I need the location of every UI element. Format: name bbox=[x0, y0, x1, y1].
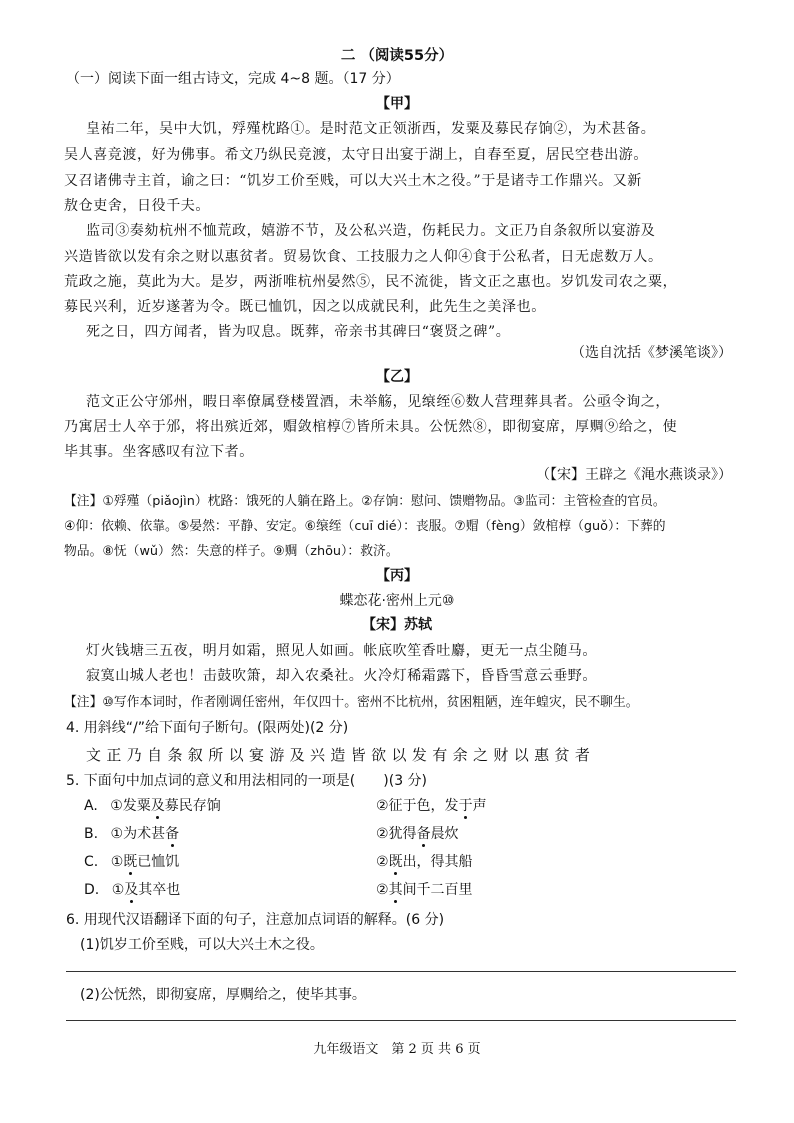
text-part: 已恤饥 bbox=[137, 854, 180, 870]
dotted-word: 备 bbox=[165, 826, 180, 842]
q5-option-a-b bbox=[376, 795, 487, 815]
option-a-text bbox=[110, 798, 221, 814]
text-part: 间千二百里 bbox=[402, 882, 473, 898]
dotted-word: 既 bbox=[123, 854, 138, 870]
jia-label: 【甲】 bbox=[376, 96, 418, 112]
text-part: 晨炊 bbox=[430, 826, 459, 842]
q5-option-b-b bbox=[376, 823, 459, 843]
jia-line: 兴造皆欲以发有余之财以惠贫者。贸易饮食、工技服力之人仰④食于公私者，日无虑数万人。 bbox=[64, 249, 663, 265]
poem-note: 【注】⑩写作本词时，作者刚调任密州，年仅四十。密州不比杭州，贫困粗陋，连年蝗灾，民不聊生。 bbox=[64, 695, 639, 710]
answer-line[interactable] bbox=[66, 1020, 736, 1021]
option-a-text bbox=[112, 882, 181, 898]
option-letter: C. bbox=[84, 854, 99, 870]
section-title: 二 （阅读55分） bbox=[340, 48, 454, 64]
poem-author: 【宋】苏轼 bbox=[362, 617, 432, 633]
jia-line: 监司③奏劾杭州不恤荒政，嬉游不节，及公私兴造，伤耗民力。文正乃自条叙所以宴游及 bbox=[86, 223, 656, 239]
note-line: 【注】①殍殣（piǎojìn）枕路：饿死的人躺在路上。②存饷：慰问、馈赠物品。③监司：主管检查的官员。 bbox=[64, 494, 666, 509]
jia-line: 吴人喜竞渡，好为佛事。希文乃纵民竞渡，太守日出宴于湖上，自春至夏，居民空巷出游。 bbox=[64, 147, 648, 163]
q5-option-a[interactable] bbox=[84, 795, 221, 815]
page-footer: 九年级语文 第 2 页 共 6 页 bbox=[313, 1042, 481, 1057]
dotted-word: 于 bbox=[458, 798, 473, 814]
option-letter: A. bbox=[84, 798, 98, 814]
answer-line[interactable] bbox=[66, 971, 736, 972]
text-part: ②犹得 bbox=[376, 826, 417, 842]
q5-option-d[interactable] bbox=[84, 879, 180, 899]
poem-title: 蝶恋花·密州上元⑩ bbox=[339, 593, 455, 609]
dotted-word: 其 bbox=[388, 882, 403, 898]
q4-stem: 4. 用斜线“/”给下面句子断句。(限两处)(2 分) bbox=[66, 720, 349, 736]
group-intro: （一）阅读下面一组古诗文，完成 4~8 题。（17 分） bbox=[66, 71, 400, 87]
text-part: ① bbox=[111, 882, 125, 898]
yi-line: 范文正公守邠州，暇日率僚属登楼置酒，未举觞，见缞绖⑥数人营理葬具者。公亟令询之， bbox=[86, 394, 670, 410]
q6-sentence-2: (2)公怃然，即彻宴席，厚赒给之，使毕其事。 bbox=[80, 987, 366, 1003]
option-letter: B. bbox=[84, 826, 99, 842]
q5-stem: 5. 下面句中加点词的意义和用法相同的一项是( )(3 分) bbox=[66, 773, 428, 789]
text-part: ②征于色，发 bbox=[376, 798, 459, 814]
jia-line: 又召诸佛寺主首，谕之曰：“饥岁工价至贱，可以大兴土木之役。”于是诸寺工作鼎兴。又新 bbox=[64, 173, 642, 189]
jia-line: 皇祐二年，吴中大饥，殍殣枕路①。是时范文正领浙西，发粟及募民存饷②，为术甚备。 bbox=[86, 121, 656, 137]
q6-stem: 6. 用现代汉语翻译下面的句子，注意加点词语的解释。(6 分) bbox=[66, 912, 445, 928]
q6-sentence-1: (1)饥岁工价至贱，可以大兴土木之役。 bbox=[80, 937, 324, 953]
q5-option-b[interactable] bbox=[84, 823, 179, 843]
jia-line: 募民兴利，近岁遂著为令。既已恤饥，因之以成就民利，此先生之美泽也。 bbox=[64, 299, 546, 315]
text-part: ② bbox=[376, 854, 389, 870]
note-line: 物品。⑧怃（wǔ）然：失意的样子。⑨赒（zhōu）：救济。 bbox=[64, 544, 399, 559]
jia-line: 荒政之施，莫此为大。是岁，两浙唯杭州晏然⑤，民不流徙，皆文正之惠也。岁饥发司农之粟， bbox=[64, 274, 678, 290]
text-part: ② bbox=[376, 882, 389, 898]
text-part: 出，得其船 bbox=[402, 854, 473, 870]
yi-source: （【宋】王辟之《渑水燕谈录》） bbox=[536, 467, 732, 483]
q5-option-c[interactable] bbox=[84, 851, 179, 871]
option-a-text bbox=[111, 854, 180, 870]
dotted-word: 及 bbox=[124, 882, 139, 898]
option-letter: D. bbox=[84, 882, 100, 898]
text-part: 募民存饷 bbox=[164, 798, 221, 814]
text-part: ①发粟 bbox=[110, 798, 151, 814]
q5-option-c-b bbox=[376, 851, 473, 871]
text-part: 声 bbox=[472, 798, 487, 814]
jia-line: 敖仓吏舍，日役千夫。 bbox=[64, 198, 210, 214]
poem-line: 寂寞山城人老也！击鼓吹箫，却入农桑社。火冷灯稀霜露下，昏昏雪意云垂野。 bbox=[86, 668, 597, 684]
dotted-word: 及 bbox=[150, 798, 165, 814]
dotted-word: 既 bbox=[388, 854, 403, 870]
poem-line: 灯火钱塘三五夜，明月如霜，照见人如画。帐底吹笙香吐麝，更无一点尘随马。 bbox=[86, 643, 597, 659]
text-part: 其卒也 bbox=[138, 882, 181, 898]
q5-option-d-b bbox=[376, 879, 473, 899]
jia-line: 死之日，四方闻者，皆为叹息。既葬，帝亲书其碑曰“褒贤之碑”。 bbox=[86, 324, 511, 340]
option-a-text bbox=[111, 826, 180, 842]
dotted-word: 备 bbox=[416, 826, 431, 842]
note-line: ④仰：依赖、依靠。⑤晏然：平静、安定。⑥缞绖（cuī dié）：丧服。⑦赗（fèng）敛棺椁（guǒ）：下葬的 bbox=[64, 519, 666, 534]
yi-label: 【乙】 bbox=[376, 369, 418, 385]
text-part: ①为术甚 bbox=[110, 826, 166, 842]
q4-sentence: 文 正 乃 自 条 叙 所 以 宴 游 及 兴 造 皆 欲 以 发 有 余 之 财 以 惠 贫 者 bbox=[86, 746, 591, 764]
jia-source: （选自沈括《梦溪笔谈》） bbox=[571, 345, 732, 361]
bing-label: 【丙】 bbox=[376, 568, 418, 584]
yi-line: 乃寓居士人卒于邠，将出殡近郊，赗敛棺椁⑦皆所未具。公怃然⑧，即彻宴席，厚赒⑨给之，使 bbox=[64, 419, 678, 435]
yi-line: 毕其事。坐客感叹有泣下者。 bbox=[64, 444, 254, 460]
text-part: ① bbox=[110, 854, 124, 870]
